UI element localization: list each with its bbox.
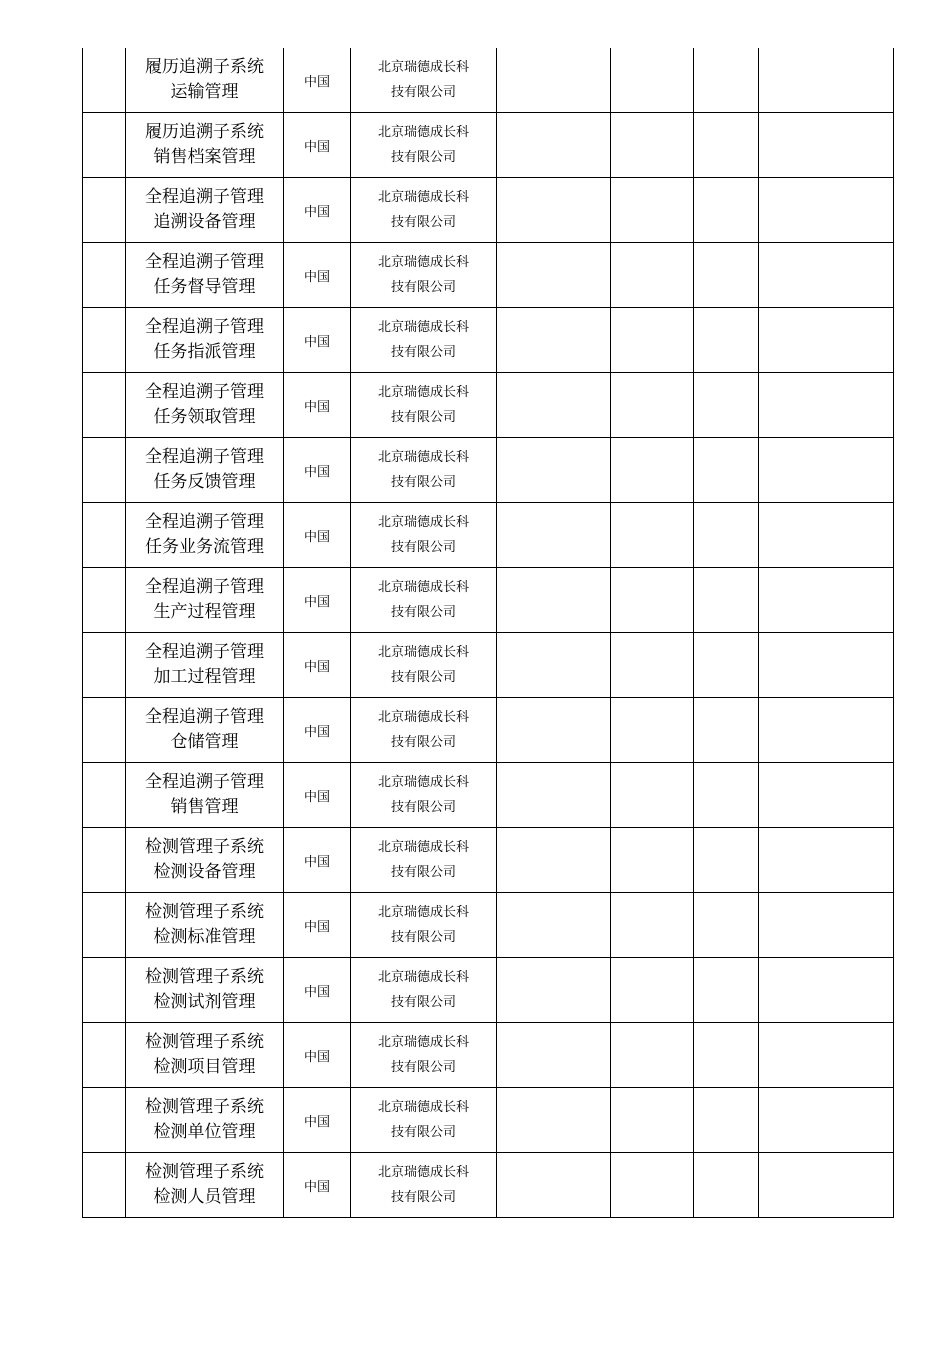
- module-name-cell: [126, 568, 284, 633]
- empty-cell: [694, 1153, 759, 1218]
- index-cell: [83, 958, 126, 1023]
- company-line2: 技有限公司: [390, 280, 456, 295]
- module-name-line1: 检测管理子系统: [145, 1162, 264, 1182]
- empty-cell: [759, 698, 894, 763]
- empty-cell: [694, 48, 759, 113]
- module-name-cell: [126, 633, 284, 698]
- company-line1: 北京瑞德成长科: [377, 775, 469, 790]
- index-cell: [83, 243, 126, 308]
- empty-cell: [497, 893, 611, 958]
- index-cell: [83, 308, 126, 373]
- module-name-line2: 追溯设备管理: [153, 212, 256, 232]
- module-name-cell: [126, 698, 284, 763]
- empty-cell: [611, 633, 694, 698]
- country-cell: 中国: [284, 893, 351, 958]
- table-row: [83, 893, 894, 958]
- company-line1: 北京瑞德成长科: [377, 125, 469, 140]
- empty-cell: [497, 568, 611, 633]
- module-name-line2: 检测标准管理: [153, 927, 256, 947]
- country-cell: 中国: [284, 373, 351, 438]
- module-name-line1: 全程追溯子管理: [145, 187, 264, 207]
- company-line1: 北京瑞德成长科: [377, 60, 469, 75]
- empty-cell: [759, 503, 894, 568]
- empty-cell: [497, 958, 611, 1023]
- company-line1: 北京瑞德成长科: [377, 450, 469, 465]
- empty-cell: [611, 1153, 694, 1218]
- company-line2: 技有限公司: [390, 1125, 456, 1140]
- empty-cell: [759, 958, 894, 1023]
- empty-cell: [497, 308, 611, 373]
- country-cell: 中国: [284, 698, 351, 763]
- country-cell: 中国: [284, 113, 351, 178]
- empty-cell: [611, 828, 694, 893]
- empty-cell: [497, 373, 611, 438]
- company-cell: [351, 893, 497, 958]
- company-line1: 北京瑞德成长科: [377, 515, 469, 530]
- company-cell: [351, 438, 497, 503]
- table-row: [83, 698, 894, 763]
- index-cell: [83, 698, 126, 763]
- empty-cell: [694, 1023, 759, 1088]
- table-row: [83, 568, 894, 633]
- empty-cell: [694, 828, 759, 893]
- module-name-line1: 检测管理子系统: [145, 902, 264, 922]
- company-line1: 北京瑞德成长科: [377, 190, 469, 205]
- index-cell: [83, 1153, 126, 1218]
- company-cell: [351, 243, 497, 308]
- empty-cell: [611, 1023, 694, 1088]
- empty-cell: [759, 1153, 894, 1218]
- module-name-cell: [126, 438, 284, 503]
- empty-cell: [694, 308, 759, 373]
- country-cell: 中国: [284, 1153, 351, 1218]
- module-name-cell: [126, 1023, 284, 1088]
- empty-cell: [759, 633, 894, 698]
- module-name-line1: 全程追溯子管理: [145, 512, 264, 532]
- empty-cell: [694, 1088, 759, 1153]
- module-name-cell: [126, 958, 284, 1023]
- empty-cell: [611, 568, 694, 633]
- empty-cell: [759, 178, 894, 243]
- table-row: [83, 438, 894, 503]
- module-name-line2: 销售管理: [170, 797, 239, 817]
- index-cell: [83, 633, 126, 698]
- company-line2: 技有限公司: [390, 215, 456, 230]
- module-name-line1: 全程追溯子管理: [145, 772, 264, 792]
- company-cell: [351, 1153, 497, 1218]
- index-cell: [83, 113, 126, 178]
- module-name-line1: 全程追溯子管理: [145, 642, 264, 662]
- company-cell: [351, 178, 497, 243]
- empty-cell: [759, 828, 894, 893]
- company-cell: [351, 828, 497, 893]
- company-cell: [351, 633, 497, 698]
- company-line2: 技有限公司: [390, 865, 456, 880]
- table-body: [83, 48, 894, 1218]
- empty-cell: [611, 438, 694, 503]
- empty-cell: [694, 958, 759, 1023]
- index-cell: [83, 373, 126, 438]
- empty-cell: [611, 958, 694, 1023]
- empty-cell: [759, 763, 894, 828]
- table-row: [83, 113, 894, 178]
- company-line1: 北京瑞德成长科: [377, 1035, 469, 1050]
- empty-cell: [694, 373, 759, 438]
- empty-cell: [497, 438, 611, 503]
- index-cell: [83, 178, 126, 243]
- software-list-table: [82, 48, 894, 1218]
- empty-cell: [694, 698, 759, 763]
- company-line1: 北京瑞德成长科: [377, 905, 469, 920]
- company-line2: 技有限公司: [390, 1190, 456, 1205]
- table-row: [83, 48, 894, 113]
- company-line1: 北京瑞德成长科: [377, 1100, 469, 1115]
- company-cell: [351, 503, 497, 568]
- company-cell: [351, 698, 497, 763]
- table-row: [83, 308, 894, 373]
- module-name-cell: [126, 243, 284, 308]
- empty-cell: [759, 243, 894, 308]
- company-cell: [351, 958, 497, 1023]
- empty-cell: [497, 503, 611, 568]
- company-cell: [351, 568, 497, 633]
- empty-cell: [694, 568, 759, 633]
- index-cell: [83, 1023, 126, 1088]
- module-name-cell: [126, 1153, 284, 1218]
- index-cell: [83, 828, 126, 893]
- company-cell: [351, 763, 497, 828]
- country-cell: 中国: [284, 438, 351, 503]
- country-cell: 中国: [284, 958, 351, 1023]
- module-name-line2: 检测人员管理: [153, 1187, 256, 1207]
- module-name-line1: 全程追溯子管理: [145, 317, 264, 337]
- empty-cell: [759, 373, 894, 438]
- company-line1: 北京瑞德成长科: [377, 1165, 469, 1180]
- module-name-line1: 全程追溯子管理: [145, 382, 264, 402]
- module-name-cell: [126, 893, 284, 958]
- module-name-line2: 任务反馈管理: [153, 472, 256, 492]
- company-line2: 技有限公司: [390, 410, 456, 425]
- empty-cell: [759, 48, 894, 113]
- company-line2: 技有限公司: [390, 1060, 456, 1075]
- empty-cell: [497, 1023, 611, 1088]
- company-line2: 技有限公司: [390, 995, 456, 1010]
- module-name-line2: 检测试剂管理: [153, 992, 256, 1012]
- empty-cell: [694, 113, 759, 178]
- country-cell: 中国: [284, 633, 351, 698]
- module-name-cell: [126, 48, 284, 113]
- table-row: [83, 1153, 894, 1218]
- module-name-line1: 检测管理子系统: [145, 837, 264, 857]
- table-row: [83, 503, 894, 568]
- company-line2: 技有限公司: [390, 85, 456, 100]
- module-name-line1: 全程追溯子管理: [145, 447, 264, 467]
- empty-cell: [694, 438, 759, 503]
- company-line2: 技有限公司: [390, 475, 456, 490]
- module-name-line2: 加工过程管理: [153, 667, 256, 687]
- empty-cell: [497, 243, 611, 308]
- index-cell: [83, 438, 126, 503]
- module-name-cell: [126, 308, 284, 373]
- module-name-line1: 履历追溯子系统: [145, 57, 264, 77]
- country-cell: 中国: [284, 1023, 351, 1088]
- empty-cell: [611, 48, 694, 113]
- module-name-line2: 生产过程管理: [153, 602, 256, 622]
- module-name-line1: 全程追溯子管理: [145, 252, 264, 272]
- module-name-line1: 检测管理子系统: [145, 967, 264, 987]
- company-line1: 北京瑞德成长科: [377, 645, 469, 660]
- country-cell: 中国: [284, 48, 351, 113]
- empty-cell: [759, 893, 894, 958]
- country-cell: 中国: [284, 828, 351, 893]
- country-cell: 中国: [284, 1088, 351, 1153]
- empty-cell: [759, 308, 894, 373]
- module-name-cell: [126, 373, 284, 438]
- country-cell: 中国: [284, 503, 351, 568]
- company-line2: 技有限公司: [390, 605, 456, 620]
- company-line2: 技有限公司: [390, 800, 456, 815]
- empty-cell: [694, 503, 759, 568]
- table-row: [83, 828, 894, 893]
- empty-cell: [694, 763, 759, 828]
- empty-cell: [611, 308, 694, 373]
- country-cell: 中国: [284, 178, 351, 243]
- empty-cell: [694, 633, 759, 698]
- index-cell: [83, 1088, 126, 1153]
- empty-cell: [759, 438, 894, 503]
- table-row: [83, 1023, 894, 1088]
- empty-cell: [611, 1088, 694, 1153]
- module-name-cell: [126, 178, 284, 243]
- module-name-line1: 检测管理子系统: [145, 1097, 264, 1117]
- module-name-cell: [126, 828, 284, 893]
- company-line1: 北京瑞德成长科: [377, 840, 469, 855]
- empty-cell: [497, 698, 611, 763]
- empty-cell: [611, 698, 694, 763]
- index-cell: [83, 763, 126, 828]
- company-cell: [351, 113, 497, 178]
- company-line1: 北京瑞德成长科: [377, 385, 469, 400]
- company-cell: [351, 48, 497, 113]
- company-line2: 技有限公司: [390, 150, 456, 165]
- company-cell: [351, 373, 497, 438]
- module-name-cell: [126, 1088, 284, 1153]
- module-name-line1: 检测管理子系统: [145, 1032, 264, 1052]
- module-name-line1: 全程追溯子管理: [145, 577, 264, 597]
- empty-cell: [497, 763, 611, 828]
- empty-cell: [497, 48, 611, 113]
- company-cell: [351, 1023, 497, 1088]
- empty-cell: [694, 178, 759, 243]
- company-line1: 北京瑞德成长科: [377, 320, 469, 335]
- empty-cell: [497, 113, 611, 178]
- module-name-line1: 履历追溯子系统: [145, 122, 264, 142]
- empty-cell: [759, 1023, 894, 1088]
- module-name-line2: 任务指派管理: [153, 342, 256, 362]
- empty-cell: [497, 1153, 611, 1218]
- company-line1: 北京瑞德成长科: [377, 970, 469, 985]
- module-name-cell: [126, 763, 284, 828]
- table-row: [83, 633, 894, 698]
- table-row: [83, 1088, 894, 1153]
- empty-cell: [611, 178, 694, 243]
- empty-cell: [694, 893, 759, 958]
- empty-cell: [694, 243, 759, 308]
- empty-cell: [611, 763, 694, 828]
- empty-cell: [611, 243, 694, 308]
- company-line2: 技有限公司: [390, 670, 456, 685]
- company-line1: 北京瑞德成长科: [377, 580, 469, 595]
- index-cell: [83, 503, 126, 568]
- empty-cell: [497, 828, 611, 893]
- module-name-line2: 任务督导管理: [153, 277, 256, 297]
- empty-cell: [759, 1088, 894, 1153]
- index-cell: [83, 48, 126, 113]
- company-cell: [351, 1088, 497, 1153]
- table-row: [83, 243, 894, 308]
- empty-cell: [497, 633, 611, 698]
- country-cell: 中国: [284, 568, 351, 633]
- index-cell: [83, 893, 126, 958]
- empty-cell: [611, 503, 694, 568]
- company-line2: 技有限公司: [390, 345, 456, 360]
- module-name-cell: [126, 113, 284, 178]
- table-row: [83, 763, 894, 828]
- company-line2: 技有限公司: [390, 930, 456, 945]
- table-row: [83, 178, 894, 243]
- module-name-cell: [126, 503, 284, 568]
- module-name-line2: 检测单位管理: [153, 1122, 256, 1142]
- company-line2: 技有限公司: [390, 735, 456, 750]
- module-name-line2: 检测设备管理: [153, 862, 256, 882]
- module-name-line2: 任务业务流管理: [145, 537, 264, 557]
- module-name-line2: 销售档案管理: [153, 147, 256, 167]
- country-cell: 中国: [284, 763, 351, 828]
- table-row: [83, 373, 894, 438]
- empty-cell: [759, 113, 894, 178]
- empty-cell: [759, 568, 894, 633]
- empty-cell: [611, 373, 694, 438]
- empty-cell: [497, 1088, 611, 1153]
- table-row: [83, 958, 894, 1023]
- country-cell: 中国: [284, 243, 351, 308]
- module-name-line2: 检测项目管理: [153, 1057, 256, 1077]
- empty-cell: [497, 178, 611, 243]
- country-cell: 中国: [284, 308, 351, 373]
- module-name-line2: 运输管理: [170, 82, 239, 102]
- company-line1: 北京瑞德成长科: [377, 255, 469, 270]
- company-line2: 技有限公司: [390, 540, 456, 555]
- index-cell: [83, 568, 126, 633]
- empty-cell: [611, 893, 694, 958]
- company-line1: 北京瑞德成长科: [377, 710, 469, 725]
- company-cell: [351, 308, 497, 373]
- module-name-line2: 任务领取管理: [153, 407, 256, 427]
- module-name-line2: 仓储管理: [170, 732, 239, 752]
- module-name-line1: 全程追溯子管理: [145, 707, 264, 727]
- empty-cell: [611, 113, 694, 178]
